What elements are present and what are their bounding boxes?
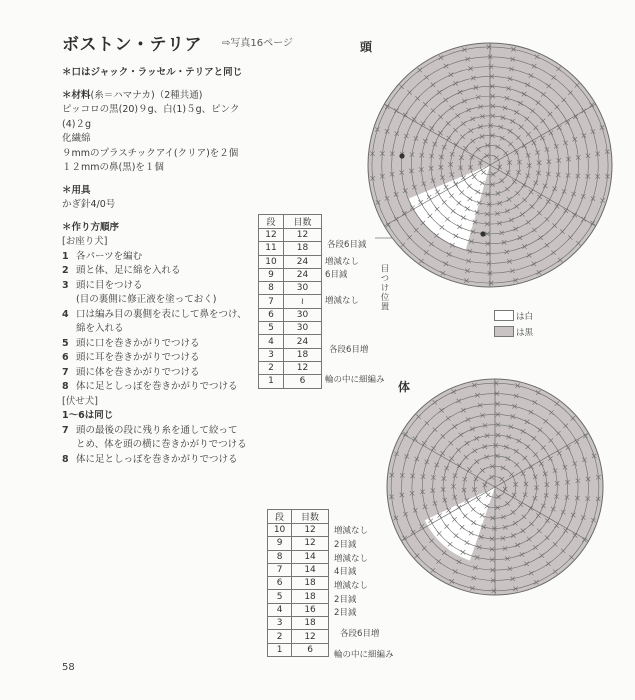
stitch-count-cell: 24	[283, 335, 321, 348]
stitch-count-cell: ≀	[283, 295, 321, 308]
row-number-cell: 2	[259, 361, 284, 374]
row-number-cell: 6	[259, 308, 284, 321]
row-number-cell: 4	[268, 603, 292, 616]
body-note: 各段6目増	[340, 629, 380, 639]
step-text: 頭に耳を巻きかがりでつける	[76, 352, 200, 363]
stitch-count-cell: 12	[283, 361, 321, 374]
stitch-count-cell: 18	[292, 577, 329, 590]
body-note: 輪の中に細編み	[334, 650, 394, 660]
photo-reference: ⇨写真16ページ	[222, 38, 293, 49]
step-text: 体に足としっぽを巻きかがりでつける	[76, 453, 238, 465]
stitch-count-cell: 30	[283, 282, 321, 295]
head-note: 輪の中に細編み	[325, 375, 385, 385]
stitch-count-cell: 12	[292, 630, 329, 643]
body-note: 増減なし	[334, 581, 369, 591]
step-number: 6	[62, 352, 69, 363]
legend-white-label: は白	[516, 312, 534, 322]
tools-heading: ＊用具	[62, 184, 91, 196]
mouth-note: ＊口はジャック・ラッセル・テリアと同じ	[62, 67, 243, 78]
legend-black-label: は黒	[516, 328, 534, 338]
step-text: 各パーツを編む	[76, 250, 143, 262]
step-text-cont: (目の裏側に修正液を塗っておく)	[76, 294, 217, 305]
stitch-count-cell: 6	[283, 375, 321, 388]
head-crochet-diagram	[368, 43, 612, 287]
step-text: 口は編み目の裏側を表にして鼻をつけ、	[76, 308, 247, 320]
row-number-cell: 3	[268, 617, 292, 630]
stitch-count-cell: 14	[292, 550, 329, 563]
step-text: 頭の最後の段に残り糸を通して絞って	[76, 424, 238, 436]
body-note: 増減なし	[334, 526, 369, 536]
eye-position-label: 目つけ位置	[379, 264, 389, 312]
row-number-cell: 6	[268, 577, 292, 590]
step-text: 体に足としっぽを巻きかがりでつける	[76, 381, 238, 392]
body-diagram-label: 体	[398, 380, 411, 394]
row-number-cell: 12	[259, 229, 284, 242]
head-diagram-label: 頭	[360, 40, 373, 54]
row-number-cell: 7	[259, 295, 284, 308]
row-number-cell: 2	[268, 630, 292, 643]
stitch-count-cell: 14	[292, 563, 329, 576]
step-number: 3	[62, 279, 69, 291]
row-number-cell: 5	[268, 590, 292, 603]
stitch-count-cell: 18	[292, 590, 329, 603]
material-line: １２mmの鼻(黒)を１個	[62, 162, 164, 173]
row-number-cell: 5	[259, 322, 284, 335]
body-note: 増減なし	[334, 554, 369, 564]
step-number: 2	[62, 265, 69, 276]
stitch-count-cell: 18	[283, 242, 321, 255]
header-cell: 目数	[283, 215, 321, 229]
header-cell: 目数	[292, 510, 329, 524]
material-line: 化繊綿	[62, 133, 91, 144]
materials-heading: ＊材料	[62, 89, 91, 101]
stitch-count-cell: 12	[292, 524, 329, 537]
head-note: 各段6目増	[329, 345, 369, 355]
header-cell: 段	[268, 510, 292, 524]
row-number-cell: 9	[268, 537, 292, 550]
head-note: 増減なし	[325, 296, 360, 306]
stitch-count-cell: 12	[283, 229, 321, 242]
step-number: 4	[62, 308, 69, 320]
row-number-cell: 8	[268, 550, 292, 563]
step-number: 8	[62, 381, 69, 392]
body-note: 2目減	[334, 608, 357, 618]
step-number: 7	[62, 366, 69, 378]
body-crochet-diagram	[387, 379, 603, 595]
row-number-cell: 11	[259, 242, 284, 255]
head-note: 増減なし	[325, 257, 360, 267]
head-note: 各段6目減	[327, 240, 367, 250]
step-text: 頭に体を巻きかがりでつける	[76, 366, 200, 378]
header-cell: 段	[259, 215, 284, 229]
row-number-cell: 8	[259, 282, 284, 295]
stitch-count-cell: 6	[292, 643, 329, 656]
row-number-cell: 1	[259, 375, 284, 388]
body-note: 2目減	[334, 595, 357, 605]
legend-black-swatch	[494, 326, 514, 337]
material-line: ピッコロの黒(20)９g、白(1)５g、ピンク(4)２g	[62, 104, 240, 130]
step-text-cont: 綿を入れる	[76, 323, 124, 334]
row-number-cell: 10	[259, 255, 284, 268]
stitch-count-cell: 24	[283, 268, 321, 281]
stitch-count-cell: 30	[283, 322, 321, 335]
step-text-cont: とめ、体を頭の横に巻きかがりでつける	[76, 439, 247, 450]
step-number: 1	[62, 250, 69, 262]
lying-same-note: 1〜6は同じ	[62, 410, 114, 421]
step-number: 8	[62, 453, 69, 465]
body-note: 2目減	[334, 540, 357, 550]
procedure-heading: ＊作り方順序	[62, 221, 120, 233]
row-number-cell: 7	[268, 563, 292, 576]
step-text: 頭に口を巻きかがりでつける	[76, 337, 200, 349]
legend-white-swatch	[494, 310, 514, 321]
row-number-cell: 9	[259, 268, 284, 281]
sitting-dog-label: [お座り犬]	[62, 236, 108, 247]
stitch-count-cell: 12	[292, 537, 329, 550]
step-text: 頭に目をつける	[76, 279, 143, 291]
row-number-cell: 1	[268, 643, 292, 656]
materials-heading-detail: (糸＝ハマナカ)（2種共通)	[90, 89, 203, 101]
head-note: 6目減	[325, 270, 348, 280]
tool-line: かぎ針4/0号	[62, 199, 116, 210]
eye-position-dot	[399, 153, 404, 158]
page-number: 58	[62, 662, 75, 673]
row-number-cell: 3	[259, 348, 284, 361]
stitch-count-cell: 30	[283, 308, 321, 321]
row-number-cell: 4	[259, 335, 284, 348]
row-number-cell: 10	[268, 524, 292, 537]
stitch-count-cell: 16	[292, 603, 329, 616]
eye-position-dot	[480, 231, 485, 236]
body-note: 4目減	[334, 567, 357, 577]
stitch-count-cell: 24	[283, 255, 321, 268]
stitch-count-cell: 18	[283, 348, 321, 361]
material-line: ９mmのプラスチックアイ(クリア)を２個	[62, 147, 239, 159]
stitch-count-cell: 18	[292, 617, 329, 630]
step-text: 頭と体、足に綿を入れる	[76, 265, 181, 276]
page-title: ボストン・テリア	[62, 35, 202, 55]
step-number: 7	[62, 424, 69, 436]
lying-dog-label: [伏せ犬]	[62, 395, 98, 407]
step-number: 5	[62, 337, 69, 349]
